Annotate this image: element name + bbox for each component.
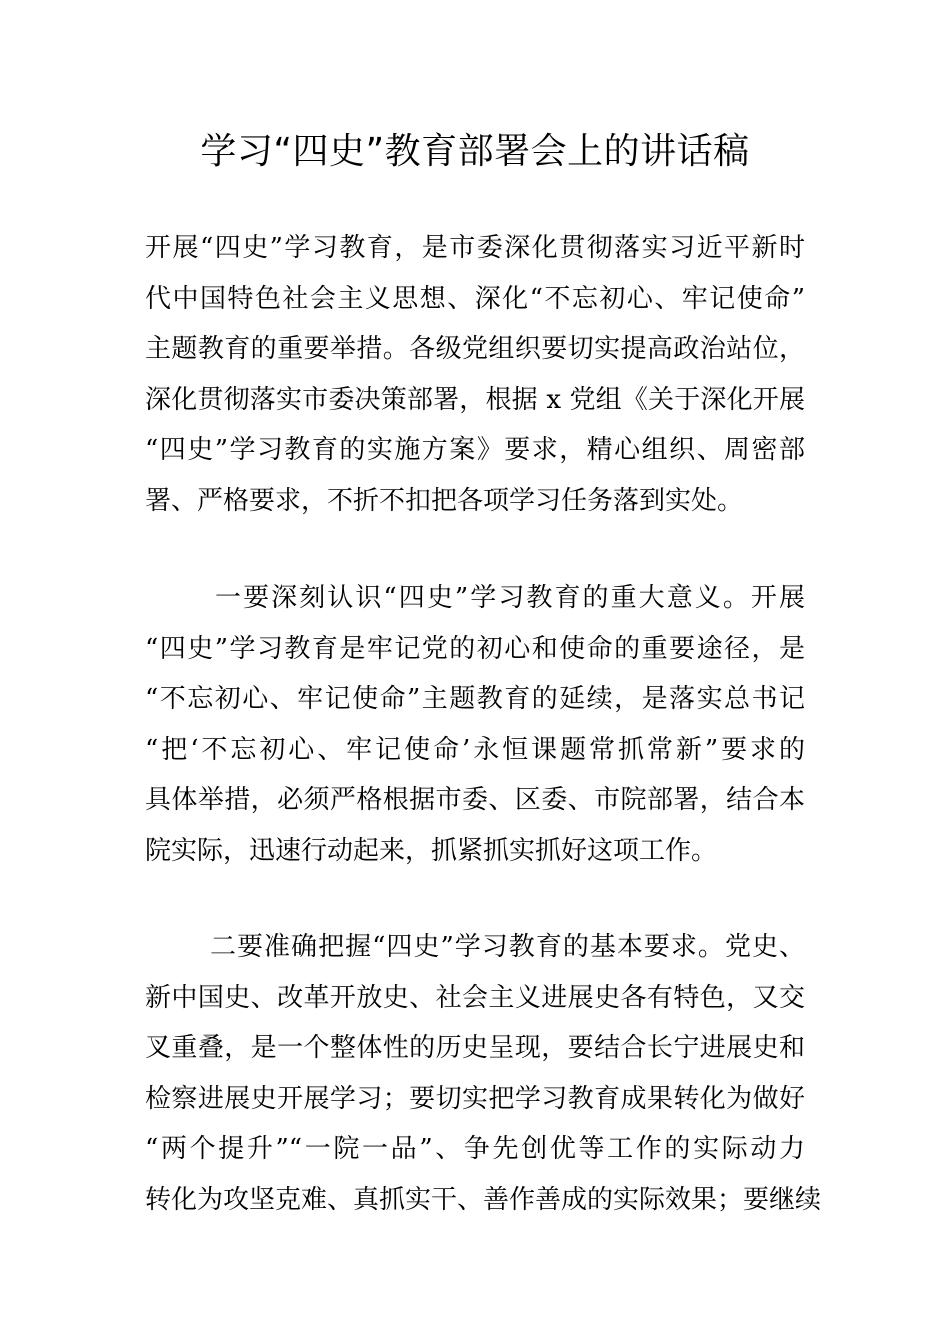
paragraph-point-one	[145, 573, 805, 876]
paragraph-line: “不忘初心、牢记使命”主题教育的延续，是落实总书记	[145, 684, 805, 714]
paragraph-line: “两个提升”“一院一品”、争先创优等工作的实际动力	[145, 1134, 805, 1164]
paragraph-line: 具体举措，必须严格根据市委、区委、市院部署，结合本	[145, 785, 805, 815]
paragraph-line: 转化为攻坚克难、真抓实干、善作善成的实际效果；要继续	[145, 1184, 822, 1215]
paragraph-line: 开展“四史”学习教育，是市委深化贯彻落实习近平新时	[145, 233, 805, 263]
paragraph-line: 叉重叠，是一个整体性的历史呈现，要结合长宁进展史和	[145, 1033, 805, 1063]
paragraph-line: “把‘不忘初心、牢记使命’永恒课题常抓常新”要求的	[145, 734, 805, 765]
paragraph-intro	[145, 223, 805, 526]
paragraph-line: 院实际，迅速行动起来，抓紧抓实抓好这项工作。	[145, 835, 718, 866]
paragraph-point-two	[145, 922, 822, 1225]
paragraph-line: 新中国史、改革开放史、社会主义进展史各有特色，又交	[145, 982, 805, 1013]
paragraph-line: 检察进展史开展学习；要切实把学习教育成果转化为做好	[145, 1083, 805, 1114]
paragraph-line: 深化贯彻落实市委决策部署，根据 x 党组《关于深化开展	[145, 384, 805, 415]
paragraph-line: 主题教育的重要举措。各级党组织要切实提高政治站位，	[145, 334, 805, 364]
paragraph-line: 代中国特色社会主义思想、深化“不忘初心、牢记使命”	[145, 283, 805, 314]
document-title: 学习“四史”教育部署会上的讲话稿	[200, 131, 750, 172]
paragraph-line: “四史”学习教育是牢记党的初心和使命的重要途径，是	[145, 633, 805, 664]
paragraph-line: 署、严格要求，不折不扣把各项学习任务落到实处。	[145, 485, 744, 516]
paragraph-line: “四史”学习教育的实施方案》要求，精心组织、周密部	[145, 435, 805, 465]
paragraph-line: 二要准确把握“四史”学习教育的基本要求。党史、	[210, 932, 805, 962]
paragraph-line: 一要深刻认识“四史”学习教育的重大意义。开展	[215, 583, 805, 613]
